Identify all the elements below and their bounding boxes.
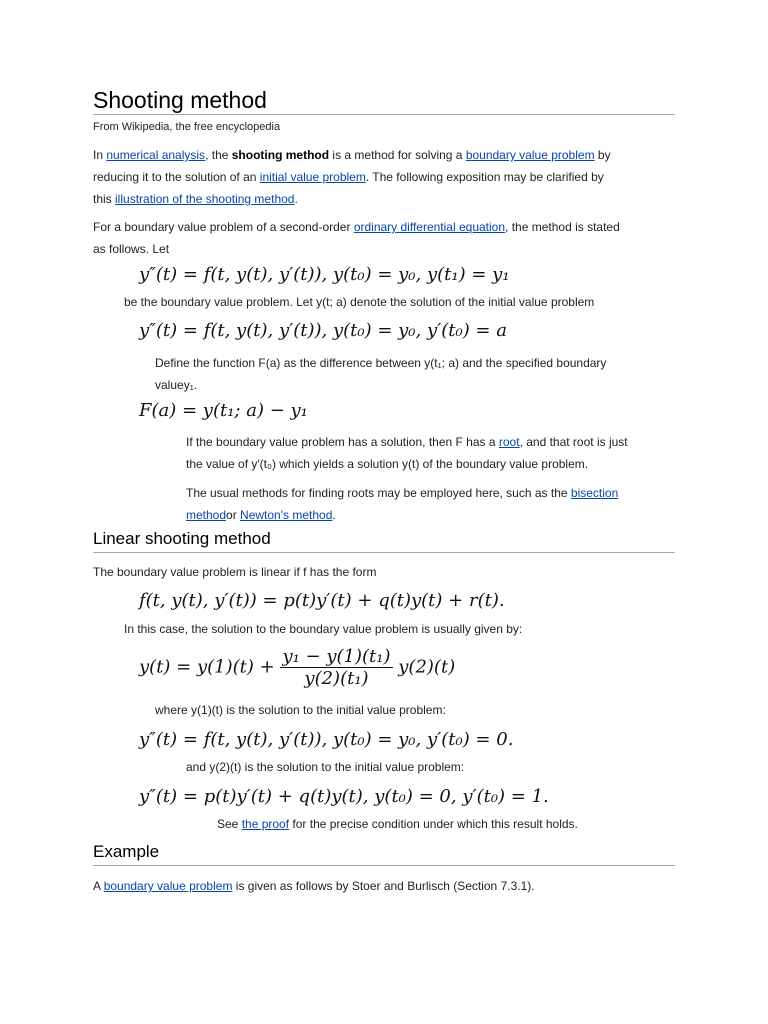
link-bisection[interactable]: bisection — [570, 486, 619, 500]
text: is a method for solving a — [329, 148, 466, 162]
example-paragraph — [93, 879, 535, 893]
text: as follows. Let — [93, 242, 170, 256]
text: valuey₁. — [155, 378, 198, 392]
page-title: Shooting method — [93, 87, 267, 113]
text: A — [93, 879, 104, 893]
equation-ivp-2: y″(t) = p(t)y′(t) + q(t)y(t), y(t₀) = 0, y′(t₀) = 1. — [139, 786, 549, 807]
link-root[interactable]: root — [498, 435, 520, 449]
fraction-numerator: y₁ − y(1)(t₁) — [282, 646, 391, 667]
root-paragraph — [186, 431, 676, 475]
link-boundary-value-problem-2[interactable]: boundary value problem — [103, 879, 233, 893]
text: the value of y′(t₀) which yields a solution y(t) of the boundary value problem. — [186, 457, 589, 471]
define-paragraph — [155, 352, 675, 396]
text: . The following exposition may be clarified by — [365, 170, 604, 184]
text: . — [332, 508, 336, 522]
text: See — [217, 817, 242, 831]
text: Define the function F(a) as the difference between y(t₁; a) and the specified boundary — [155, 356, 607, 370]
see-proof-line — [217, 817, 578, 831]
link-the-proof[interactable]: the proof — [241, 817, 290, 831]
page-subtitle: From Wikipedia, the free encyclopedia — [93, 121, 281, 133]
section-heading-linear: Linear shooting method — [93, 529, 271, 548]
equation-linear-form: f(t, y(t), y′(t)) = p(t)y′(t) + q(t)y(t) + r(t). — [139, 590, 505, 611]
equation-ivp: y″(t) = f(t, y(t), y′(t)), y(t₀) = y₀, y′(t₀) = a — [139, 320, 507, 341]
text: for the precise condition under which this result holds. — [289, 817, 578, 831]
text: , and that root is just — [519, 435, 628, 449]
fraction — [280, 646, 392, 689]
text-linear-case: In this case, the solution to the boundary value problem is usually given by: — [124, 622, 523, 636]
text: If the boundary value problem has a solution, then F has a — [186, 435, 499, 449]
equation-lhs: y(t) = y(1)(t) + — [139, 656, 281, 678]
link-newtons-method[interactable]: Newton's method — [240, 508, 333, 522]
text: this — [93, 192, 116, 206]
link-bisection-cont[interactable]: method — [186, 508, 227, 522]
equation-rhs: y(2)(t) — [398, 656, 456, 678]
text: In — [93, 148, 107, 162]
bvp-paragraph — [93, 216, 683, 260]
text: reducing it to the solution of an — [93, 170, 260, 184]
text: , the method is stated — [505, 220, 620, 234]
text: or — [226, 508, 241, 522]
link-numerical-analysis[interactable]: numerical analysis — [106, 148, 206, 162]
title-divider — [93, 114, 675, 115]
intro-paragraph — [93, 144, 683, 210]
text-and-2: and y(2)(t) is the solution to the initial value problem: — [186, 760, 465, 774]
fraction-denominator: y(2)(t₁) — [304, 668, 369, 689]
text: is given as follows by Stoer and Burlisch (Section 7.3.1). — [232, 879, 535, 893]
text: , the — [205, 148, 232, 162]
link-initial-value-problem[interactable]: initial value problem — [259, 170, 366, 184]
text: by — [594, 148, 611, 162]
usual-paragraph — [186, 482, 676, 526]
link-illustration[interactable]: illustration of the shooting method — [115, 192, 295, 206]
link-boundary-value-problem[interactable]: boundary value problem — [465, 148, 595, 162]
text-linear-intro: The boundary value problem is linear if f has the form — [93, 565, 377, 579]
text: . — [294, 192, 298, 206]
link-ode[interactable]: ordinary differential equation — [353, 220, 506, 234]
text-where-1: where y(1)(t) is the solution to the initial value problem: — [155, 703, 446, 717]
text-bvp-def: be the boundary value problem. Let y(t; a) denote the solution of the initial value problem — [124, 295, 595, 309]
section-divider — [93, 552, 675, 553]
text: The usual methods for finding roots may be employed here, such as the — [186, 486, 571, 500]
section-heading-example: Example — [93, 842, 160, 861]
equation-F: F(a) = y(t₁; a) − y₁ — [139, 400, 308, 421]
equation-bvp: y″(t) = f(t, y(t), y′(t)), y(t₀) = y₀, y(t₁) = y₁ — [139, 264, 510, 285]
section-divider — [93, 865, 675, 866]
text: For a boundary value problem of a second-order — [93, 220, 354, 234]
equation-solution — [139, 646, 455, 689]
equation-ivp-1: y″(t) = f(t, y(t), y′(t)), y(t₀) = y₀, y′(t₀) = 0. — [139, 729, 514, 750]
bold-term: shooting method — [231, 148, 330, 162]
